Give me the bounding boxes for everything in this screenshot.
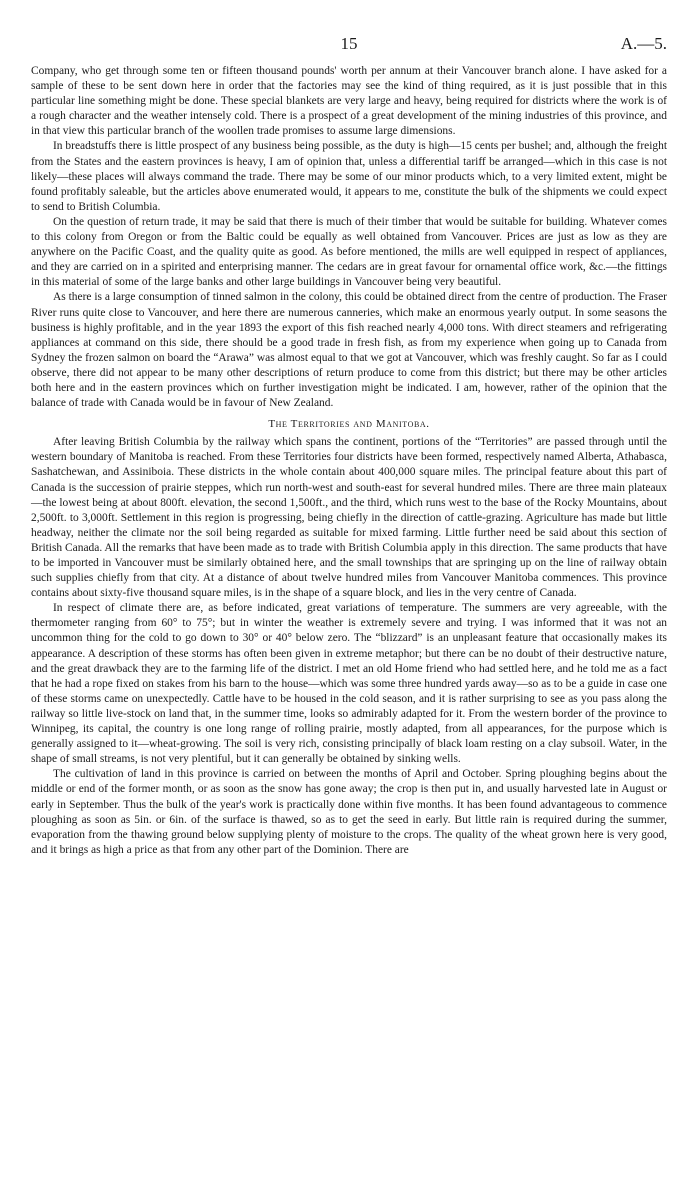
page-number: 15 xyxy=(340,34,358,53)
paragraph: In respect of climate there are, as before indicated, great variations of temperature. The summers are very agreeable, with the thermometer ranging from 60° to 75°; but in winter the weather is extremely severe and trying. I was informed that it was not an uncommon thing for the cold to go down to 30° or 40° below zero. The “blizzard” is an unpleasant feature that occasionally makes its appearance. A description of these storms has often been given in extreme metaphor; but there can be no doubt of their destructive nature, and the great drawback they are to the farming life of the district. I met an old Home friend who had settled here, and he told me as a fact that he had a rope fixed on stakes from his barn to the house—which was some three hundred yards away—so as to be a guide in case one of these storms came on unexpectedly. Cattle have to be housed in the cold season, and it is rather surprising to see as you pass along the railway so little live-stock on land that, in the summer time, looks so admirably adapted for it. From the western border of the province to Winnipeg, its capital, the country is one long range of rolling prairie, mostly adapted, from all appearances, for the purpose which is generally assigned to it—wheat-growing. The soil is very rich, consisting principally of black loam resting on a clay subsoil. Water, in the shape of small streams, is not very plentiful, but it can generally be obtained by sinking wells. xyxy=(31,602,667,766)
body-text xyxy=(31,64,667,858)
paragraph: After leaving British Columbia by the railway which spans the continent, portions of the “Territories” are passed through until the western boundary of Manitoba is reached. From these Territories four districts have been formed, respectively named Alberta, Athabasca, Sashatchewan, and Assiniboia. These districts in the whole contain about 400,000 square miles. The principal feature about this part of Canada is the succession of prairie steppes, which run north-west and south-east for several hundred miles. There are three main plateaux—the lowest being at about 800ft. elevation, the second 1,500ft., and the third, which runs west to the base of the Rocky Mountains, about 2,500ft. to 3,000ft. Settlement in this region is progressing, being chiefly in the direction of cattle-grazing. Agriculture has made but little headway, neither the climate nor the soil being regarded as suitable for mixed farming. Little further need be said about this section of British Canada. All the remarks that have been made as to trade with British Columbia apply in this direction. The same products that have to be imported in Vancouver must be similarly obtained here, and the small townships that are springing up on the line of railway obtain such supplies chiefly from that city. At a distance of about twelve hundred miles from Vancouver Manitoba commences. This province contains about sixty-five thousand square miles, is in the shape of a square block, and lies in the very centre of Canada. xyxy=(31,436,667,600)
paper-reference: A.—5. xyxy=(620,34,667,53)
page-header xyxy=(31,34,667,56)
section-heading: The Territories and Manitoba. xyxy=(268,418,430,431)
paragraph: As there is a large consumption of tinned salmon in the colony, this could be obtained direct from the centre of production. The Fraser River runs quite close to Vancouver, and here there are numerous canneries, which make an enormous yearly output. In some seasons the business is highly profitable, and in the year 1893 the export of this fish reached nearly 4,000 tons. With direct steamers and refrigerating appliances at command on this side, there should be a good trade in fresh fish, as from my experience when going up to Canada from Sydney the frozen salmon on board the “Arawa” was almost equal to that we got at Vancouver, which was freshly caught. So far as I could observe, there did not appear to be many other descriptions of return produce to come from this district; but there may be other articles both here and in the eastern provinces which on further investigation might be indicated. I am, however, rather of the opinion that the balance of trade with Canada would be in favour of New Zealand. xyxy=(31,291,667,410)
paragraph: The cultivation of land in this province is carried on between the months of April and October. Spring ploughing begins about the middle or end of the former month, or as soon as the snow has gone away; the crop is then put in, and usually harvested late in August or early in September. Thus the bulk of the year's work is practically done within five months. It has been found advantageous to commence ploughing as soon as 5in. or 6in. of the surface is thawed, so as to get the seed in early. But little rain is required during the summer, evaporation from the thawing ground below supplying plenty of moisture to the crops. The quality of the wheat grown here is very good, and it brings as high a price as that from any other part of the Dominion. There are xyxy=(31,768,667,856)
paragraph: Company, who get through some ten or fifteen thousand pounds' worth per annum at their Vancouver branch alone. I have asked for a sample of these to be sent down here in order that the factories may see the kind of thing required, as it is just possible that in this particular line something might be done. These special blankets are very large and heavy, being required for districts where the work is of a rough character and the weather intensely cold. There is a prospect of a great development of the mining industries of this province, and in that view this particular branch of the woollen trade promises to assume large dimensions. xyxy=(31,65,667,138)
paragraph: On the question of return trade, it may be said that there is much of their timber that would be suitable for building. Whatever comes to this colony from Oregon or from the Baltic could be equally as well obtained from Vancouver. Prices are just as low as they are anywhere on the Pacific Coast, and the quality quite as good. As before mentioned, the mills are well equipped in respect of appliances, and they are carried on in a spirited and enterprising manner. The cedars are in great favour for ornamental office work, &c.—the fittings in this material of some of the large banks and other large buildings in Vancouver being very beautiful. xyxy=(31,215,667,289)
paragraph: In breadstuffs there is little prospect of any business being possible, as the duty is high—15 cents per bushel; and, although the freight from the States and the eastern provinces is heavy, I am of opinion that, unless a differential tariff be arranged—which in this case is not likely—these places will always command the trade. There may be some of our minor products which, to a very limited extent, might be found profitably saleable, but the articles above enumerated would, it appears to me, constitute the bulk of the shipments we could expect to send to British Columbia. xyxy=(31,140,667,213)
